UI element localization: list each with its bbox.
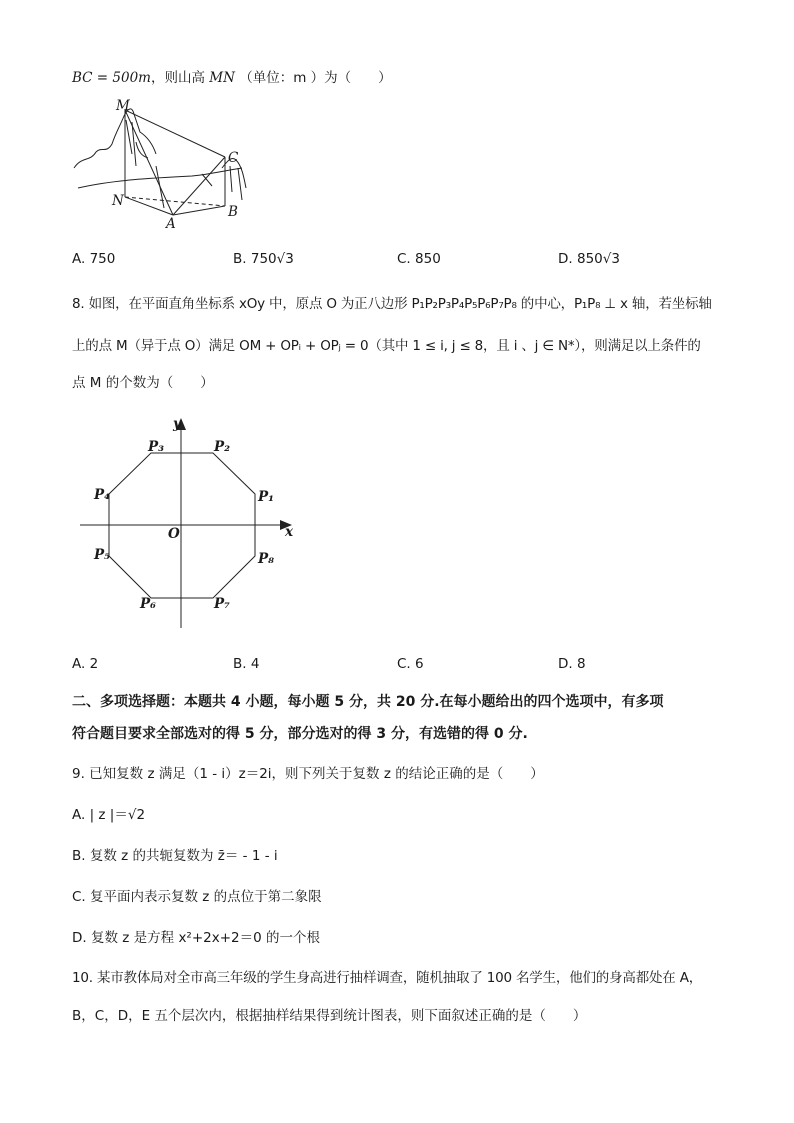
q10-stem-line1: 10. 某市教体局对全市高三年级的学生身高进行抽样调查，随机抽取了 100 名学生，他们的身高都处在 A， — [72, 970, 703, 986]
q8-label-P3: P₃ — [148, 439, 165, 455]
q8-octagon-figure — [78, 418, 308, 638]
q8-option-b: B. 4 — [233, 656, 260, 672]
q8-option-a: A. 2 — [72, 656, 99, 672]
q8-label-P1: P₁ — [258, 489, 275, 505]
q8-label-P8: P₈ — [258, 551, 275, 567]
q8-stem-line3: 点 M 的个数为（ ） — [72, 375, 214, 391]
q7-option-c: C. 850 — [397, 251, 441, 267]
q8-label-P2: P₂ — [214, 439, 231, 455]
q7-option-d: D. 850√3 — [558, 251, 620, 267]
q7-stem-tail — [72, 66, 392, 86]
q8-label-P7: P₇ — [214, 596, 231, 612]
q9-stem: 9. 已知复数 z 满足（1 - i）z＝2i，则下列关于复数 z 的结论正确的是（ ） — [72, 766, 544, 782]
q7-label-A: A — [166, 216, 176, 232]
q8-label-y: y — [173, 416, 181, 432]
q7-option-a: A. 750 — [72, 251, 116, 267]
q7-stem-var: MN — [209, 70, 235, 86]
q8-option-d: D. 8 — [558, 656, 586, 672]
q9-option-b: B. 复数 z 的共轭复数为 z̄＝ - 1 - i — [72, 848, 278, 864]
q8-label-P6: P₆ — [140, 596, 157, 612]
q8-label-P5: P₅ — [94, 547, 111, 563]
q8-stem-line1: 8. 如图，在平面直角坐标系 xOy 中，原点 O 为正八边形 P₁P₂P₃P₄P₅P₆P₇P₈ 的中心，P₁P₈ ⊥ x 轴，若坐标轴 — [72, 296, 712, 312]
q7-stem-unit: （单位：m ）为（ ） — [239, 70, 392, 86]
q9-option-c: C. 复平面内表示复数 z 的点位于第二象限 — [72, 889, 322, 905]
q8-label-P4: P₄ — [94, 487, 111, 503]
q8-label-O: O — [168, 526, 180, 542]
section2-header-line2: 符合题目要求全部选对的得 5 分，部分选对的得 3 分，有选错的得 0 分. — [72, 726, 528, 742]
q8-label-x: x — [285, 524, 294, 540]
q9-option-a: A. | z |＝√2 — [72, 807, 146, 823]
q10-stem-line2: B，C，D，E 五个层次内，根据抽样结果得到统计图表，则下面叙述正确的是（ ） — [72, 1008, 587, 1024]
q7-stem-math: BC = 500m — [72, 70, 151, 86]
q8-option-c: C. 6 — [397, 656, 424, 672]
q7-stem-text: ，则山高 — [150, 70, 205, 86]
q7-label-C: C — [228, 150, 239, 166]
section2-header-line1: 二、多项选择题：本题共 4 小题，每小题 5 分，共 20 分.在每小题给出的四个选项中，有多项 — [72, 694, 664, 710]
q9-option-d: D. 复数 z 是方程 x²+2x+2＝0 的一个根 — [72, 930, 321, 946]
q7-label-N: N — [112, 193, 124, 209]
q8-stem-line2: 上的点 M（异于点 O）满足 OM + OPᵢ + OPⱼ = 0（其中 1 ≤ i, j ≤ 8，且 i 、j ∈ N*），则满足以上条件的 — [72, 338, 701, 354]
q7-label-M: M — [116, 98, 130, 114]
q7-option-b: B. 750√3 — [233, 251, 294, 267]
q7-label-B: B — [228, 204, 238, 220]
